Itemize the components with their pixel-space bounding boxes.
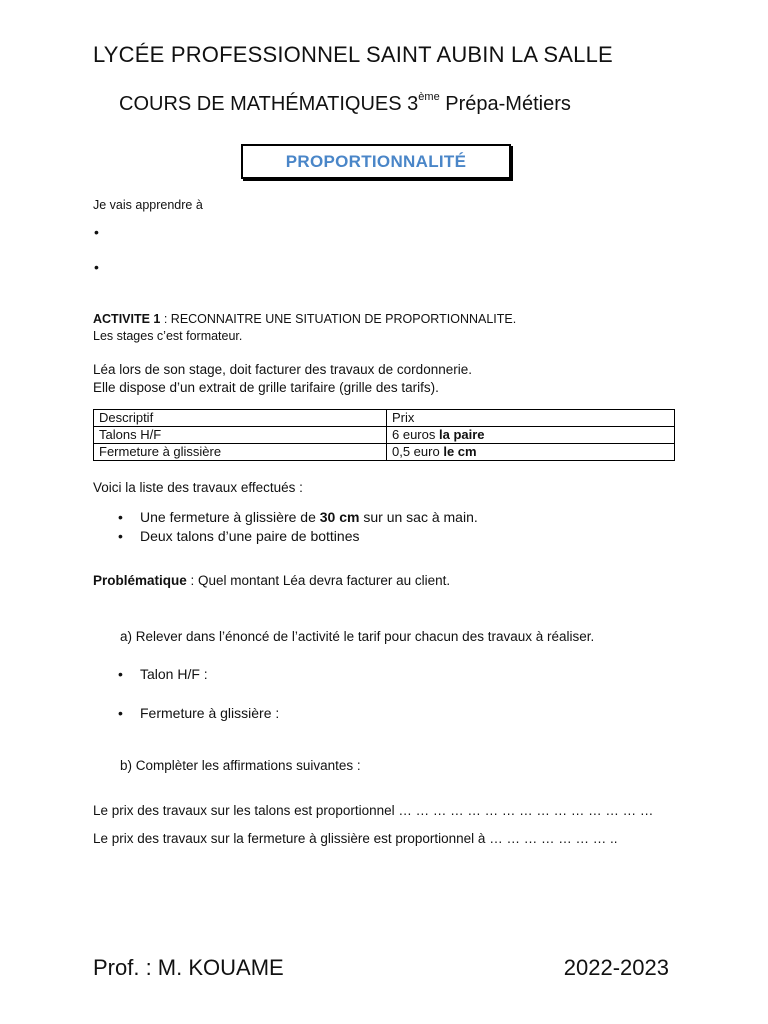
problem-label: Problématique	[93, 573, 187, 588]
answer-talon: • Talon H/F :	[140, 666, 208, 682]
activity-paragraph-1: Léa lors de son stage, doit facturer des travaux de cordonnerie.	[93, 362, 472, 377]
problem-statement	[93, 573, 450, 588]
activity-heading-text: : RECONNAITRE UNE SITUATION DE PROPORTIONNALITE.	[160, 312, 517, 326]
price-unit: le cm	[443, 444, 477, 459]
works-item-1-bold: 30 cm	[319, 509, 360, 525]
activity-heading	[93, 312, 516, 326]
course-title	[119, 93, 571, 116]
question-a: a) Relever dans l’énoncé de l’activité le tarif pour chacun des travaux à réaliser.	[120, 629, 595, 644]
works-item-1	[140, 509, 478, 525]
price-value: 6 euros	[392, 427, 439, 442]
answer-fermeture: • Fermeture à glissière :	[140, 705, 279, 721]
school-name: LYCÉE PROFESSIONNEL SAINT AUBIN LA SALLE	[93, 42, 613, 67]
table-header-row	[94, 410, 675, 427]
problem-text: : Quel montant Léa devra facturer au client.	[186, 573, 451, 588]
statement-2: Le prix des travaux sur la fermeture à glissière est proportionnel à … … … … … … … ..	[93, 831, 618, 846]
intro-text: Je vais apprendre à	[93, 198, 203, 212]
price-value: 0,5 euro	[392, 444, 444, 459]
table-header-price: Prix	[387, 410, 675, 427]
table-header-desc: Descriptif	[94, 410, 387, 427]
chapter-title: PROPORTIONNALITÉ	[285, 151, 467, 171]
question-b: b) Complèter les affirmations suivantes :	[120, 758, 361, 773]
chapter-title-box	[241, 144, 511, 179]
table-cell-desc: Fermeture à glissière	[94, 444, 387, 461]
activity-label: ACTIVITE 1	[93, 312, 161, 326]
table-cell-price	[387, 427, 675, 444]
course-main: COURS DE MATHÉMATIQUES 3	[119, 93, 419, 115]
price-unit: la paire	[438, 427, 485, 442]
price-table	[93, 409, 675, 461]
teacher-name: Prof. : M. KOUAME	[93, 955, 284, 980]
table-row	[94, 427, 675, 444]
table-cell-price	[387, 444, 675, 461]
table-cell-desc: Talons H/F	[94, 427, 387, 444]
works-intro: Voici la liste des travaux effectués :	[93, 480, 303, 495]
activity-paragraph-2: Elle dispose d’un extrait de grille tarifaire (grille des tarifs).	[93, 380, 439, 395]
activity-subtitle: Les stages c’est formateur.	[93, 329, 243, 343]
works-item-2: • Deux talons d’une paire de bottines	[140, 528, 359, 544]
works-item-1-post: sur un sac à main.	[359, 509, 478, 525]
school-year: 2022-2023	[563, 955, 669, 980]
statement-1: Le prix des travaux sur les talons est proportionnel … … … … … … … … … … … … … … …	[93, 803, 654, 818]
course-level: Prépa-Métiers	[439, 93, 571, 115]
works-item-1-pre: Une fermeture à glissière de	[140, 509, 320, 525]
course-superscript: ème	[418, 91, 440, 103]
table-row	[94, 444, 675, 461]
